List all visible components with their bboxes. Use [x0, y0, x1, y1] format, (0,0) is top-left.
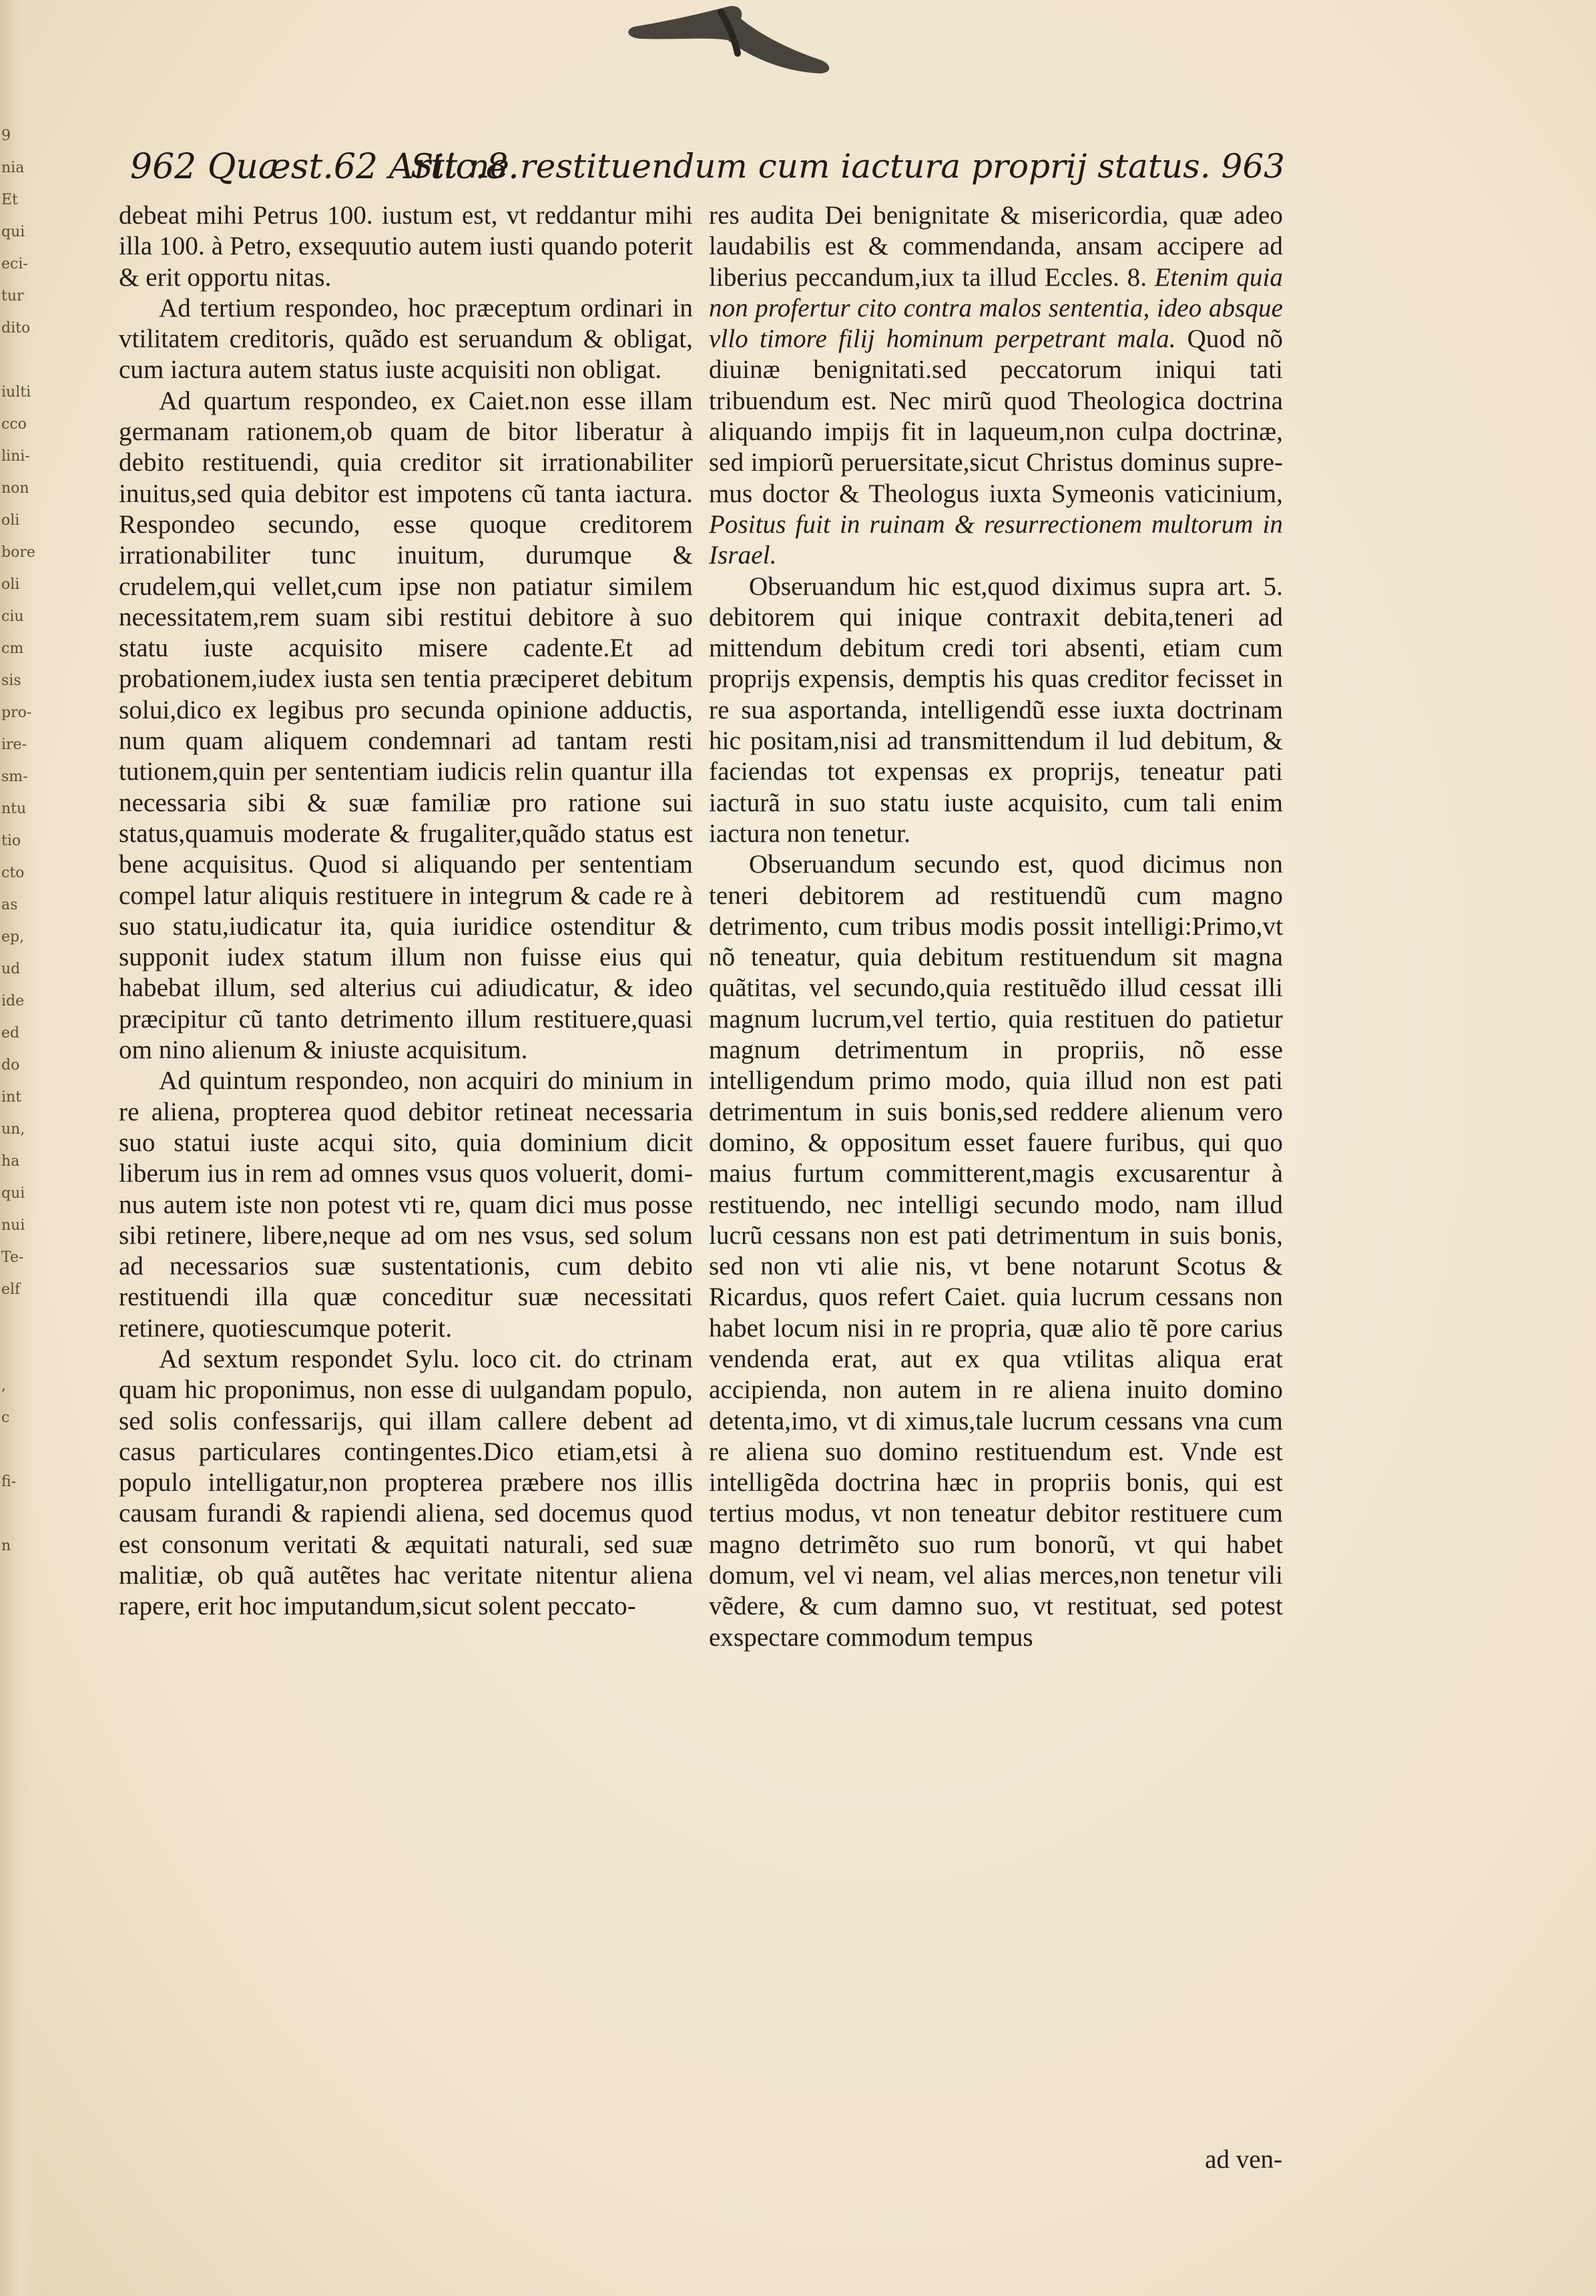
gutter-fragment: fi- [1, 1473, 17, 1490]
gutter-fragment: Et [1, 192, 18, 208]
gutter-fragment: dito [1, 320, 31, 336]
gutter-fragment: nui [1, 1217, 25, 1234]
gutter-fragment: eci- [1, 256, 28, 272]
gutter-fragment: int [1, 1089, 22, 1106]
gutter-fragment: tur [1, 288, 24, 304]
gutter-fragment: ire- [1, 736, 27, 753]
gutter-fragment: ciu [1, 608, 24, 625]
gutter-fragment: oli [1, 576, 20, 593]
gutter-fragment: nia [1, 160, 25, 176]
header-left: 962 Quæst.62 Artic.8. [130, 147, 519, 187]
gutter-fragment: iulti [1, 384, 31, 401]
paragraph-text: res audita Dei benignitate & misericordia, quæ adeo laudabilis est & commendanda, ansam accipere ad liberius peccandum,iux ta illud Eccles. 8. [709, 201, 1283, 292]
header-right: Sit ne restituendum cum iactura proprij status. 963 [410, 147, 1285, 186]
gutter-fragment: ep, [1, 929, 25, 945]
gutter-fragment: cco [1, 416, 27, 433]
gutter-fragment: sm- [1, 768, 28, 785]
gutter-fragment: tio [1, 833, 21, 849]
gutter-fragment: do [1, 1057, 20, 1074]
gutter-fragment: ud [1, 961, 21, 977]
paragraph [709, 200, 1283, 571]
paragraph: debeat mihi Petrus 100. iustum est, vt reddantur mihi illa 100. à Petro, exsequutio autem iusti quando poterit & erit opportu nitas. [119, 201, 693, 292]
paragraph-text: Quod nõ diuinæ benignitati.sed peccatorum iniqui tati tribuendum est. Nec mirũ quod Theologica doctrina aliquando impijs fit in laqueum,non culpa doctrinæ, sed impiorũ peruersitate,sicut Christus dominus supremus doctor & Theologus iuxta Symeonis vaticinium, [709, 324, 1283, 508]
paragraph: Ad tertium respondeo, hoc præceptum ordinari in vtilitatem creditoris, quãdo est seruandum & obligat, cum iactura autem status iuste acquisiti non obligat. [119, 293, 693, 385]
gutter-fragment: ntu [1, 800, 27, 817]
gutter-fragment: ide [1, 993, 25, 1009]
gutter-fragment: qui [1, 1185, 25, 1202]
gutter-fragment: Te- [1, 1249, 24, 1266]
gutter-fragment: sis [1, 672, 21, 689]
gutter-fragment: qui [1, 224, 25, 240]
paragraph: Obseruandum hic est,quod diximus supra art. 5. debitorem qui inique contraxit debita,teneri ad mittendum debitum credi tori absenti, etiam cum proprijs expensis, demptis his quas creditor fecisset in re sua asportanda, intelligendũ esse iuxta doctrinam hic positam,nisi ad transmittendum il lud debitum, & faciendas tot expensas ex proprijs, teneatur pati iacturã in suo statu iuste acquisito, cum tali enim iactura non tenetur. [709, 571, 1283, 848]
paragraph: Ad sextum respondet Sylu. loco cit. do ctrinam quam hic proponimus, non esse di uulgandam populo, sed solis confessarijs, qui illam callere debent ad casus particulares contingentes.Dico etiam,etsi à populo intelligatur,non propterea præbere nos illis causam furandi & rapiendi aliena, sed docemus quod est consonum veritati & æquitati naturali, sed suæ malitiæ, ob quã autẽtes hac veritate nitentur aliena rapere, erit hoc imputandum,sicut solent peccato- [119, 1344, 693, 1621]
running-header [130, 140, 1285, 194]
paragraph: Ad quintum respondeo, non acquiri do minium in re aliena, propterea quod debitor retineat necessaria suo statui iuste acqui sito, quia dominium dicit liberum ius in rem ad omnes vsus quos voluerit, dominus autem iste non potest vti re, quam dici mus posse sibi retinere, libere,neque ad om nes vsus, sed solum ad necessarios suæ sustentationis, cum debito restituendi illa quæ conceditur suæ necessitati retinere, quotiescumque poterit. [119, 1066, 693, 1343]
gutter-fragment: elf [1, 1281, 21, 1298]
gutter-fragment: 9 [1, 128, 11, 144]
left-column [119, 200, 693, 1622]
gutter-fragment: oli [1, 512, 20, 529]
gutter-fragment: ed [1, 1025, 20, 1042]
right-column [709, 200, 1283, 1653]
gutter-fragment: pro- [1, 704, 32, 721]
binding-clip-icon [621, 0, 841, 87]
gutter-fragment: , [1, 1377, 6, 1394]
gutter-fragment: non [1, 480, 29, 497]
gutter-fragment: n [1, 1538, 11, 1554]
gutter-fragment: as [1, 897, 18, 913]
quotation: Etenim quia non profertur cito contra malos sententia, ideo absque vllo timore filij hominum perpetrant mala. [709, 262, 1283, 354]
gutter-fragment: lini- [1, 448, 30, 465]
gutter-fragment: ha [1, 1153, 20, 1170]
catchword: ad ven- [1205, 2145, 1282, 2174]
gutter-fragment: bore [1, 544, 35, 561]
left-gutter [0, 0, 35, 2296]
paragraph: Obseruandum secundo est, quod dicimus non teneri debitorem ad restituendũ cum magno detrimento, cum tribus modis possit intelligi:Primo,vt nõ teneatur, quia debitum restituendum sit magna quãtitas, vel secundo,quia restituẽdo illud cessat illi magnum lucrum,vel tertio, quia restituen do patietur magnum detrimentum in propriis, nõ esse intelligendum primo modo, quia illud non est pati detrimentum in suis bonis,sed reddere alienum vero domino, & oppositum esset fauere furibus, qui quo maius furtum committerent,magis excusarentur à restituendo, nec intelligi secundo modo, nam illud lucrũ cessans non est pati detrimentum in suis bonis, sed non vti alie nis, vt bene notarunt Scotus & Ricardus, quos refert Caiet. quia lucrum cessans non habet locum nisi in re propria, quæ alio tẽ pore carius vendenda erat, aut ex qua vtilitas aliqua erat accipienda, non autem in re aliena inuito domino detenta,imo, vt di ximus,tale lucrum cessans vna cum re aliena suo domino restituendum est. Vnde est intelligẽda doctrina hæc in propriis bonis, qui est tertius modus, vt non teneatur debitor restituere cum magno detrimẽto suo rum bonorũ, vt qui habet domum, vel vi neam, vel alias merces,non tenetur vili vẽdere, & cum damno suo, vt restituat, sed potest exspectare commodum tempus [709, 850, 1283, 1652]
gutter-fragment: cto [1, 865, 25, 881]
quotation: Positus fuit in ruinam & resurrectionem multorum in Israel. [709, 509, 1283, 570]
gutter-fragment: un, [1, 1121, 25, 1138]
paragraph: Ad quartum respondeo, ex Caiet.non esse illam germanam rationem,ob quam de bitor liberatur à debito restituendi, quia creditor sit irrationabiliter inuitus,sed quia debitor est impotens cũ tanta iactura. Respondeo secundo, esse quoque creditorem irrationabiliter tunc inuitum, durumque & crudelem,qui vellet,cum ipse non patiatur similem necessitatem,rem suam sibi restitui debitore à suo statu iuste acquisito misere cadente.Et ad probationem,iudex iusta sen tentia præciperet debitum solui,dico ex legibus pro secunda opinione adductis, num quam aliquem condemnari ad tantam resti tutionem,quin per sententiam iudicis relin quantur illa necessaria sibi & suæ familiæ pro ratione sui status,quamuis moderate & frugaliter,quãdo status est bene acquisitus. Quod si aliquando per sententiam compel latur aliquis restituere in integrum & cade re à suo statu,iudicatur ita, quia iuridice ostenditur & supponit iudex statum illum non fuisse eius qui habebat illum, sed alterius cui adiudicatur, & ideo præcipitur cũ tanto detrimento illum restituere,quasi om nino alienum & iniuste acquisitum. [119, 386, 693, 1065]
gutter-fragment: c [1, 1409, 10, 1426]
gutter-fragment: cm [1, 640, 24, 657]
